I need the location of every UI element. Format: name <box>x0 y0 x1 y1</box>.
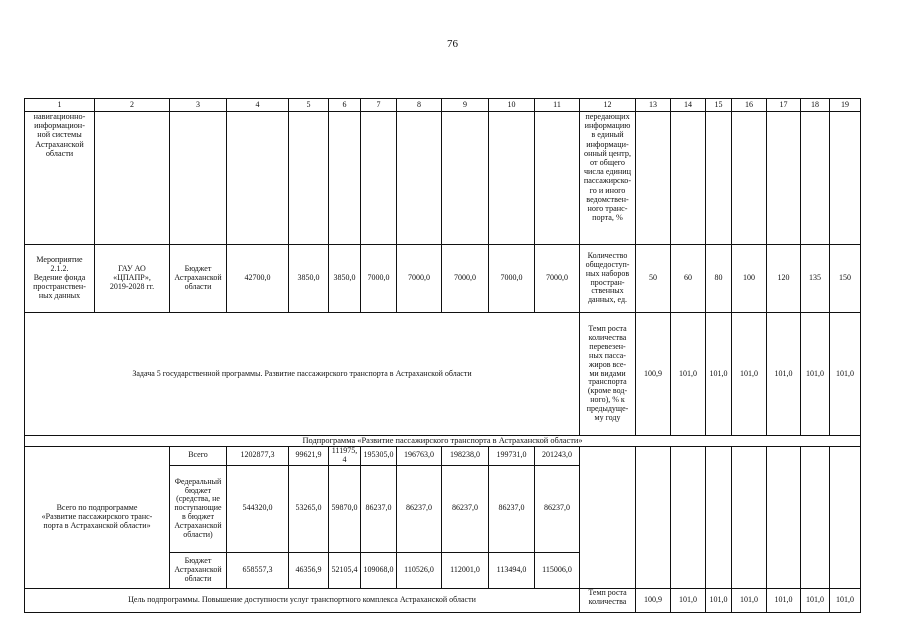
empty-cell <box>489 112 535 245</box>
empty-cell <box>95 112 170 245</box>
value-cell: 101,0 <box>830 588 861 612</box>
value-cell: 46356,9 <box>289 552 329 588</box>
value-cell: 101,0 <box>732 588 767 612</box>
empty-cell <box>289 112 329 245</box>
value-cell: 120 <box>767 245 801 313</box>
header-cell: 16 <box>732 99 767 112</box>
empty-cell <box>801 447 830 589</box>
value-cell: 101,0 <box>767 588 801 612</box>
value-cell: 100 <box>732 245 767 313</box>
value-cell: 7000,0 <box>397 245 442 313</box>
value-cell: 101,0 <box>706 313 732 436</box>
table-row-total-all <box>25 447 861 466</box>
value-cell: 86237,0 <box>489 465 535 552</box>
value-cell: 101,0 <box>830 313 861 436</box>
value-cell: 53265,0 <box>289 465 329 552</box>
value-cell: 86237,0 <box>361 465 397 552</box>
indicator-cell: Количество общедоступ- ных наборов простран- ственных данных, ед. <box>580 245 636 313</box>
value-cell: 52105,4 <box>329 552 361 588</box>
funding-source-cell: Всего <box>170 447 227 466</box>
header-cell: 7 <box>361 99 397 112</box>
table-row-task <box>25 313 861 436</box>
value-cell: 101,0 <box>801 588 830 612</box>
header-cell: 12 <box>580 99 636 112</box>
value-cell: 86237,0 <box>535 465 580 552</box>
header-cell: 1 <box>25 99 95 112</box>
value-cell: 7000,0 <box>442 245 489 313</box>
header-cell: 3 <box>170 99 227 112</box>
subprogram-title-cell: Подпрограмма «Развитие пассажирского транспорта в Астраханской области» <box>25 436 861 447</box>
empty-cell <box>671 112 706 245</box>
empty-cell <box>580 447 636 589</box>
value-cell: 109068,0 <box>361 552 397 588</box>
table-row-continuation <box>25 112 861 245</box>
empty-cell <box>170 112 227 245</box>
value-cell: 111975,4 <box>329 447 361 466</box>
task-title-cell: Задача 5 государственной программы. Развитие пассажирского транспорта в Астраханской области <box>25 313 580 436</box>
empty-cell <box>636 447 671 589</box>
value-cell: 50 <box>636 245 671 313</box>
value-cell: 3850,0 <box>289 245 329 313</box>
goal-title-cell: Цель подпрограммы. Повышение доступности услуг транспортного комплекса Астраханской области <box>25 588 580 612</box>
header-row <box>25 99 861 112</box>
activity-name-cell: Мероприятие 2.1.2. Ведение фонда пространствен- ных данных <box>25 245 95 313</box>
empty-cell <box>706 112 732 245</box>
header-cell: 13 <box>636 99 671 112</box>
value-cell: 80 <box>706 245 732 313</box>
value-cell: 101,0 <box>801 313 830 436</box>
value-cell: 196763,0 <box>397 447 442 466</box>
value-cell: 101,0 <box>767 313 801 436</box>
funding-source-cell: Бюджет Астраханской области <box>170 245 227 313</box>
header-cell: 6 <box>329 99 361 112</box>
value-cell: 100,9 <box>636 588 671 612</box>
funding-source-cell: Бюджет Астраханской области <box>170 552 227 588</box>
header-cell: 18 <box>801 99 830 112</box>
value-cell: 112001,0 <box>442 552 489 588</box>
value-cell: 199731,0 <box>489 447 535 466</box>
value-cell: 60 <box>671 245 706 313</box>
indicator-cell: Темп роста количества <box>580 588 636 612</box>
value-cell: 115006,0 <box>535 552 580 588</box>
header-cell: 2 <box>95 99 170 112</box>
value-cell: 86237,0 <box>397 465 442 552</box>
value-cell: 3850,0 <box>329 245 361 313</box>
empty-cell <box>830 112 861 245</box>
empty-cell <box>706 447 732 589</box>
indicator-cell: передающих информацию в единый информаци- онный центр, от общего числа единиц пассажирско- го и иного ведомствен- ного транс- порта, % <box>580 112 636 245</box>
value-cell: 7000,0 <box>489 245 535 313</box>
value-cell: 658557,3 <box>227 552 289 588</box>
page-number: 76 <box>447 38 458 50</box>
funding-source-cell: Федеральный бюджет (средства, не поступающие в бюджет Астраханской области) <box>170 465 227 552</box>
header-cell: 15 <box>706 99 732 112</box>
value-cell: 100,9 <box>636 313 671 436</box>
header-cell: 8 <box>397 99 442 112</box>
program-table <box>24 98 861 613</box>
value-cell: 1202877,3 <box>227 447 289 466</box>
empty-cell <box>671 447 706 589</box>
subprogram-total-label-cell: Всего по подпрограмме «Развитие пассажирского транс- порта в Астраханской области» <box>25 447 170 589</box>
empty-cell <box>397 112 442 245</box>
empty-cell <box>227 112 289 245</box>
value-cell: 101,0 <box>671 313 706 436</box>
table-row-subprogram-title <box>25 436 861 447</box>
empty-cell <box>329 112 361 245</box>
executor-cell: ГАУ АО «ЦПАПР», 2019-2028 гг. <box>95 245 170 313</box>
value-cell: 195305,0 <box>361 447 397 466</box>
header-cell: 14 <box>671 99 706 112</box>
value-cell: 101,0 <box>732 313 767 436</box>
table-row-goal <box>25 588 861 612</box>
value-cell: 110526,0 <box>397 552 442 588</box>
empty-cell <box>361 112 397 245</box>
empty-cell <box>732 112 767 245</box>
activity-name-cell: навигационно- информацион- ной системы Астраханской области <box>25 112 95 245</box>
header-cell: 19 <box>830 99 861 112</box>
value-cell: 7000,0 <box>361 245 397 313</box>
value-cell: 544320,0 <box>227 465 289 552</box>
header-cell: 10 <box>489 99 535 112</box>
header-cell: 4 <box>227 99 289 112</box>
value-cell: 101,0 <box>671 588 706 612</box>
empty-cell <box>636 112 671 245</box>
value-cell: 201243,0 <box>535 447 580 466</box>
empty-cell <box>801 112 830 245</box>
header-cell: 9 <box>442 99 489 112</box>
value-cell: 198238,0 <box>442 447 489 466</box>
table-row-activity <box>25 245 861 313</box>
header-cell: 17 <box>767 99 801 112</box>
value-cell: 86237,0 <box>442 465 489 552</box>
empty-cell <box>767 112 801 245</box>
empty-cell <box>442 112 489 245</box>
header-cell: 11 <box>535 99 580 112</box>
empty-cell <box>830 447 861 589</box>
value-cell: 150 <box>830 245 861 313</box>
empty-cell <box>535 112 580 245</box>
value-cell: 42700,0 <box>227 245 289 313</box>
empty-cell <box>732 447 767 589</box>
value-cell: 99621,9 <box>289 447 329 466</box>
value-cell: 7000,0 <box>535 245 580 313</box>
value-cell: 59870,0 <box>329 465 361 552</box>
value-cell: 113494,0 <box>489 552 535 588</box>
indicator-cell: Темп роста количества перевезен- ных пасса- жиров все- ми видами транспорта (кроме вод- ного), % к предыдуще- му году <box>580 313 636 436</box>
empty-cell <box>767 447 801 589</box>
value-cell: 101,0 <box>706 588 732 612</box>
value-cell: 135 <box>801 245 830 313</box>
header-cell: 5 <box>289 99 329 112</box>
